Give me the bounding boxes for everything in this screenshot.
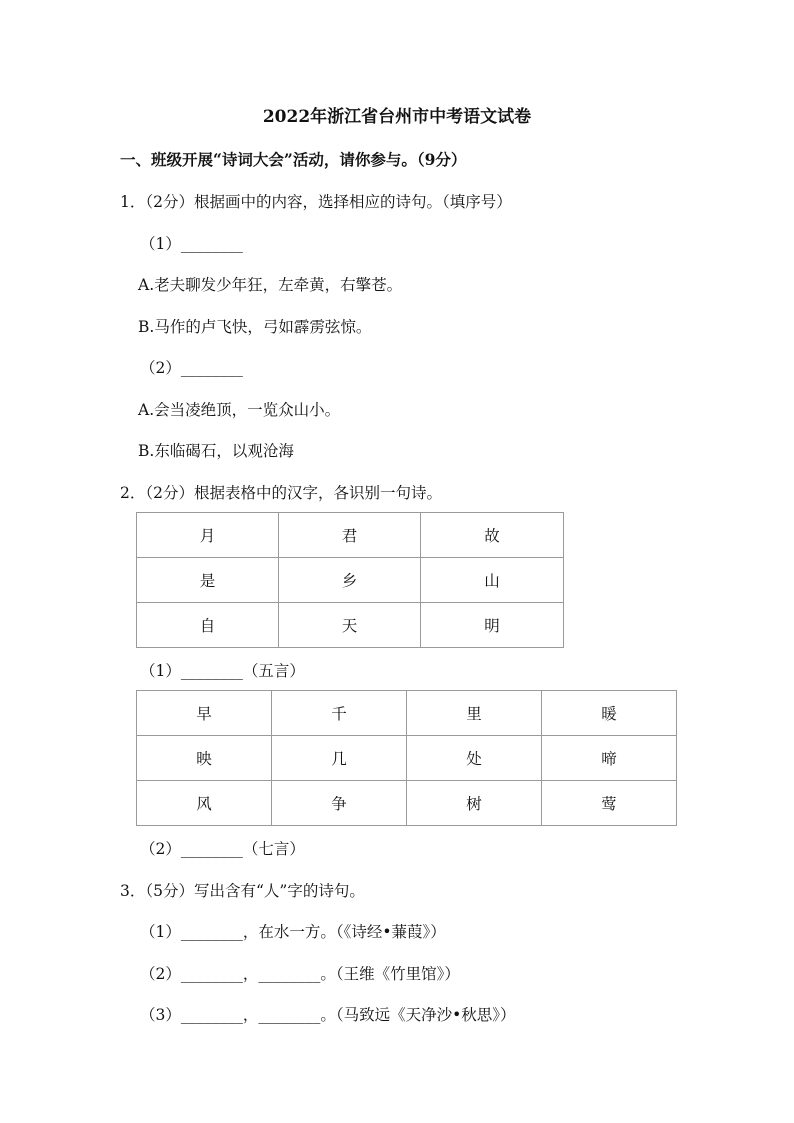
question-1-option-1a: A.老夫聊发少年狂，左牵黄，右擎苍。	[138, 276, 403, 294]
table-cell: 几	[272, 736, 407, 781]
table-row	[137, 558, 564, 603]
table-cell: 啼	[542, 736, 677, 781]
question-1-stem: 1．（2分）根据画中的内容，选择相应的诗句。（填序号）	[120, 193, 512, 211]
question-1-option-1b: B.马作的卢飞快，弓如霹雳弦惊。	[138, 318, 372, 336]
table-cell: 山	[421, 558, 564, 603]
question-2-sub-1: （1）________（五言）	[140, 662, 305, 680]
question-1-sub-1: （1）________	[140, 235, 243, 253]
page-title: 2022年浙江省台州市中考语文试卷	[262, 107, 532, 127]
table-cell: 乡	[279, 558, 421, 603]
table-cell: 明	[421, 603, 564, 648]
question-2-sub-2: （2）________（七言）	[140, 840, 305, 858]
table-row	[137, 736, 677, 781]
question-1-sub-2: （2）________	[140, 359, 243, 377]
table-row	[137, 513, 564, 558]
character-table-2	[136, 690, 677, 826]
table-cell: 莺	[542, 781, 677, 826]
table-cell: 风	[137, 781, 272, 826]
table-cell: 千	[272, 691, 407, 736]
question-3-sub-3: （3）________，________。（马致远《天净沙•秋思》）	[140, 1006, 516, 1024]
question-2-stem: 2．（2分）根据表格中的汉字，各识别一句诗。	[120, 484, 442, 502]
table-cell: 早	[137, 691, 272, 736]
table-row	[137, 781, 677, 826]
question-1-option-2a: A.会当凌绝顶，一览众山小。	[138, 401, 341, 419]
table-cell: 映	[137, 736, 272, 781]
question-3-sub-1: （1）________，在水一方。（《诗经•蒹葭》）	[140, 923, 446, 941]
section-heading-1: 一、班级开展“诗词大会”活动，请你参与。（9分）	[120, 150, 467, 169]
question-3-stem: 3．（5分）写出含有“人”字的诗句。	[120, 882, 365, 900]
table-cell: 君	[279, 513, 421, 558]
table-cell: 天	[279, 603, 421, 648]
question-1-option-2b: B.东临碣石，以观沧海	[138, 442, 294, 460]
table-cell: 自	[137, 603, 279, 648]
table-row	[137, 691, 677, 736]
table-cell: 树	[407, 781, 542, 826]
table-cell: 里	[407, 691, 542, 736]
table-cell: 处	[407, 736, 542, 781]
character-table-1	[136, 512, 564, 648]
table-cell: 暖	[542, 691, 677, 736]
table-cell: 月	[137, 513, 279, 558]
table-cell: 是	[137, 558, 279, 603]
table-cell: 争	[272, 781, 407, 826]
table-cell: 故	[421, 513, 564, 558]
question-3-sub-2: （2）________，________。（王维《竹里馆》）	[140, 965, 460, 983]
table-row	[137, 603, 564, 648]
